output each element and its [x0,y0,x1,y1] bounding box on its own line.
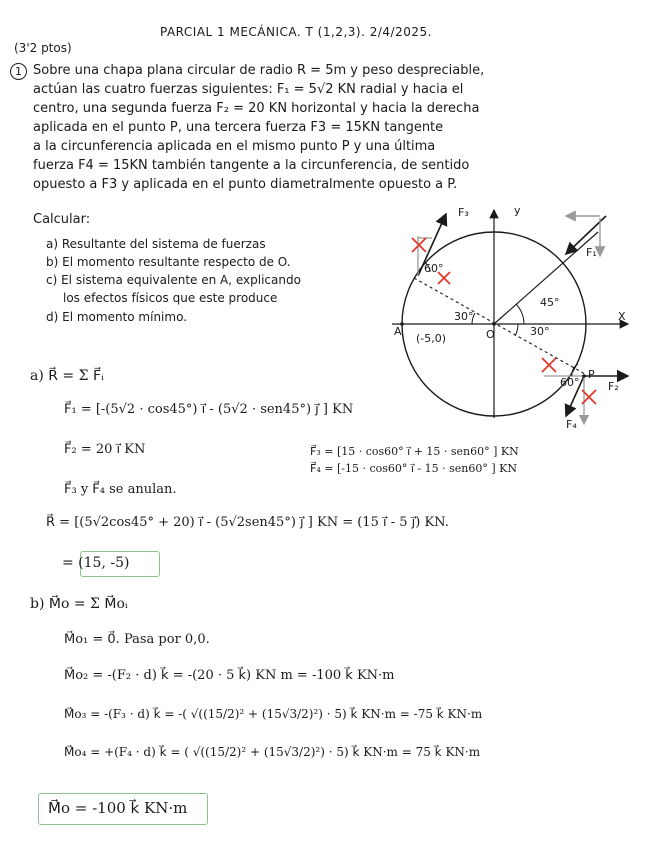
task-d: d) El momento mínimo. [46,310,188,324]
exam-header: PARCIAL 1 MECÁNICA. T (1,2,3). 2/4/2025. [160,25,432,39]
origin-point [492,322,496,326]
sol-a-header: a) R⃗ = Σ F⃗ᵢ [30,368,104,384]
task-b: b) El momento resultante respecto de O. [46,255,291,269]
sol-b-header: b) M⃗o = Σ M⃗oᵢ [30,596,128,612]
point-p [582,374,586,378]
label-angle-45: 45° [540,296,560,309]
statement-line-1: Sobre una chapa plana circular de radio R = 5m y peso despreciable, [33,63,485,78]
points-label: (3'2 ptos) [14,41,72,55]
sol-a-cancel: F⃗₃ y F⃗₄ se anulan. [64,482,177,497]
diameter-p-dashed [414,278,585,374]
label-y: y [514,204,521,217]
sol-a-boxed: = (15, -5) [62,555,130,571]
label-angle-30-right: 30° [530,325,550,338]
statement-line-4: aplicada en el punto P, una tercera fuerza F3 = 15KN tangente [33,120,444,135]
sol-b-m1: M⃗o₁ = 0⃗. Pasa por 0,0. [64,632,210,647]
task-c-continued: los efectos físicos que este produce [63,291,278,305]
label-origin: O [486,328,495,341]
arc-30-right [515,324,518,336]
label-x: X [618,310,626,323]
label-f4: F₄ [566,418,577,431]
problem-number: 1 [10,63,27,80]
statement-line-5: a la circunferencia aplicada en el mismo punto P y una última [33,139,436,154]
sol-b-m3: M⃗o₃ = -(F₃ · d) k⃗ = -( √((15/2)² + (15√3/2)²) · 5) k⃗ KN·m = -75 k⃗ KN·m [64,707,483,721]
radius-f1 [494,232,598,324]
sol-a-f2: F⃗₂ = 20 i⃗ KN [64,442,146,457]
task-c: c) El sistema equivalente en A, explicando [46,273,301,287]
label-angle-30-left: 30° [454,310,474,323]
label-f1: F₁ [586,246,597,259]
sol-a-f4: F⃗₄ = [-15 · cos60° i⃗ - 15 · sen60° ] KN [310,462,517,475]
sol-b-m4: M⃗o₄ = +(F₄ · d) k⃗ = ( √((15/2)² + (15√3/2)²) · 5) k⃗ KN·m = 75 k⃗ KN·m [64,745,481,759]
sol-a-resultant: R⃗ = [(5√2cos45° + 20) i⃗ - (5√2sen45°) j⃗ ] KN = (15 i⃗ - 5 j⃗) KN. [46,515,449,530]
label-f2: F₂ [608,380,619,393]
statement-line-6: fuerza F4 = 15KN también tangente a la circunferencia, de sentido [33,158,470,173]
label-f3: F₃ [458,206,469,219]
label-p: P [588,368,595,381]
sol-a-f3: F⃗₃ = [15 · cos60° i⃗ + 15 · sen60° ] KN [310,445,519,458]
statement-line-7: opuesto a F3 y aplicada en el punto diametralmente opuesto a P. [33,177,458,192]
label-a-coords: (-5,0) [416,332,447,345]
statement-line-2: actúan las cuatro fuerzas siguientes: F₁ = 5√2 KN radial y hacia el [33,82,464,97]
arc-45 [516,304,524,324]
sol-a-f1: F⃗₁ = [-(5√2 · cos45°) i⃗ - (5√2 · sen45°) j⃗ ] KN [64,402,354,417]
sol-b-boxed: M⃗o = -100 k⃗ KN·m [48,799,188,817]
label-angle-60-bottom: 60° [560,376,580,389]
statement-line-3: centro, una segunda fuerza F₂ = 20 KN horizontal y hacia la derecha [33,101,480,116]
label-angle-60-top: 60° [424,262,444,275]
sol-b-m2: M⃗o₂ = -(F₂ · d) k⃗ = -(20 · 5 k⃗) KN m = -100 k⃗ KN·m [64,668,395,683]
task-a: a) Resultante del sistema de fuerzas [46,237,266,251]
tasks-title: Calcular: [33,212,91,227]
label-a: A [394,325,402,338]
